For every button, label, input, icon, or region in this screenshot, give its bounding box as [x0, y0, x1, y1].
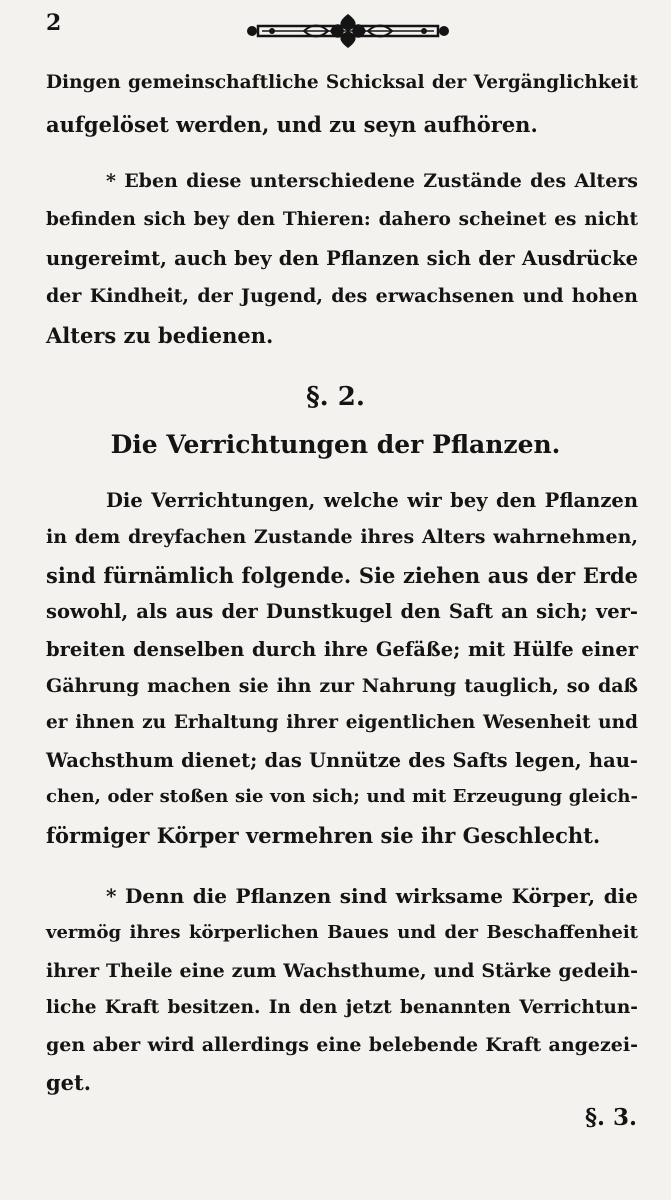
footnote-line: der Kindheit, der Jugend, des erwachsenen und hohen — [46, 285, 638, 307]
footnote-line: liche Kraft besitzen. In den jetzt benannten Verrichtun- — [46, 997, 638, 1018]
footnote-line: vermög ihres körperlichen Baues und der Beschaffenheit — [46, 922, 638, 943]
text-line: sowohl, als aus der Dunstkugel den Saft an sich; ver- — [46, 600, 638, 623]
footnote-line: Alters zu bedienen. — [46, 323, 274, 348]
text-line: in dem dreyfachen Zustande ihres Alters wahrnehmen, — [46, 526, 638, 548]
text-line: aufgelöset werden, und zu seyn aufhören. — [46, 112, 538, 137]
text-line: breiten denselben durch ihre Gefäße; mit Hülfe einer — [46, 638, 638, 661]
page-number: 2 — [46, 10, 62, 36]
catchword: §. 3. — [584, 1104, 637, 1131]
text-line: sind fürnämlich folgende. Sie ziehen aus der Erde — [46, 563, 638, 588]
footnote-line: ungereimt, auch bey den Pflanzen sich der Ausdrücke — [46, 247, 638, 270]
text-line: förmiger Körper vermehren sie ihr Geschlecht. — [46, 823, 601, 848]
footnote-line: ihrer Theile eine zum Wachsthume, und Stärke gedeih- — [46, 960, 638, 982]
text-line: Die Verrichtungen, welche wir bey den Pflanzen — [106, 489, 638, 512]
text-line: er ihnen zu Erhaltung ihrer eigentlichen Wesenheit und — [46, 712, 638, 733]
text-line: Gährung machen sie ihn zur Nahrung tauglich, so daß — [46, 675, 638, 697]
section-number: §. 2. — [306, 382, 365, 412]
section-title: Die Verrichtungen der Pflanzen. — [110, 430, 561, 459]
footnote-line: * Denn die Pflanzen sind wirksame Körper, die — [106, 884, 638, 908]
header-ornament — [244, 10, 452, 50]
footnote-line: befinden sich bey den Thieren: dahero scheinet es nicht — [46, 209, 638, 230]
text-line: chen, oder stoßen sie von sich; und mit Erzeugung gleich- — [46, 786, 638, 807]
footnote-line: * Eben diese unterschiedene Zustände des Alters — [106, 170, 638, 192]
text-line: Dingen gemeinschaftliche Schicksal der Vergänglichkeit — [46, 72, 638, 93]
footnote-line: get. — [46, 1070, 92, 1095]
text-line: Wachsthum dienet; das Unnütze des Safts legen, hau- — [46, 749, 638, 772]
footnote-line: gen aber wird allerdings eine belebende Kraft angezei- — [46, 1034, 638, 1056]
